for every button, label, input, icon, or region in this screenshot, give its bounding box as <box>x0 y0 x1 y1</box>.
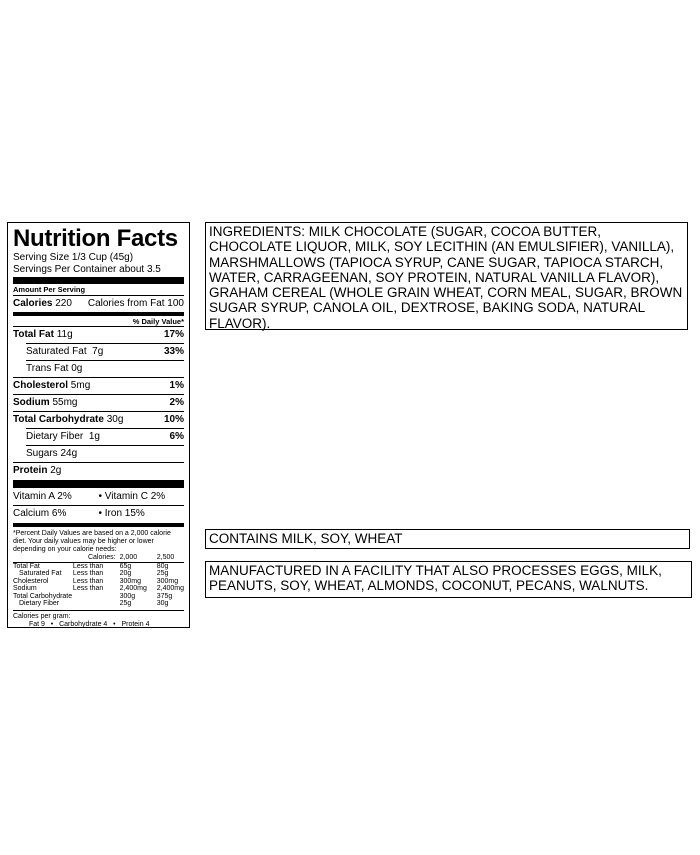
table-cell: 20g <box>119 570 132 577</box>
calories-row <box>13 296 184 311</box>
medium-divider <box>13 312 184 316</box>
table-row <box>13 600 184 608</box>
facility-warning-box: MANUFACTURED IN A FACILITY THAT ALSO PROCESSES EGGS, MILK, PEANUTS, SOY, WHEAT, ALMONDS, COCONUT, PECANS, WALNUTS. <box>205 561 692 598</box>
table-cell: 300g <box>119 592 136 600</box>
nutrient-row-total-fat <box>13 327 184 343</box>
table-cell: 300mg <box>156 577 179 585</box>
medium-divider <box>13 523 184 527</box>
calories-per-gram-label: Calories per gram: <box>13 612 71 620</box>
nutrient-label: Total Carbohydrate <box>13 414 104 425</box>
nutrient-amount: 55mg <box>52 397 78 408</box>
daily-value-header: % Daily Value* <box>132 317 184 326</box>
calories-from-fat: Calories from Fat 100 <box>87 297 184 309</box>
nutrient-amount: 30g <box>106 414 124 425</box>
daily-value-footnote: *Percent Daily Values are based on a 2,000 calorie diet. Your daily values may be higher or lower depending on your calorie needs: <box>13 530 171 553</box>
nutrient-row-cholesterol <box>13 378 184 394</box>
table-cell <box>73 600 120 608</box>
nutrient-row-saturated-fat <box>13 344 184 360</box>
nutrient-row-total-carbohydrate <box>13 412 184 428</box>
nutrient-row-sugars <box>13 446 184 462</box>
nutrient-pct: 1% <box>169 380 184 391</box>
nutrient-label: Dietary Fiber <box>26 431 84 442</box>
nutrient-label: Total Fat <box>13 329 54 340</box>
daily-value-header-row <box>13 317 184 326</box>
servings-per-container: Servings Per Container about 3.5 <box>13 264 161 275</box>
table-cell: 25g <box>156 570 169 577</box>
daily-value-table <box>13 554 184 608</box>
table-cell: Dietary Fiber <box>19 600 60 607</box>
nutrient-pct: 17% <box>163 329 184 340</box>
nutrient-amount: 1g <box>88 431 100 442</box>
nutrient-amount: 5mg <box>70 380 91 391</box>
nutrient-label: Protein <box>13 465 48 476</box>
nutrient-pct: 2% <box>169 397 184 408</box>
table-header-row <box>13 554 184 562</box>
calories-per-gram: Fat 9 • Carbohydrate 4 • Protein 4 <box>29 620 150 628</box>
table-row <box>13 585 184 593</box>
table-cell: Total Fat <box>13 562 40 570</box>
thick-divider <box>13 480 184 488</box>
table-row <box>13 570 184 578</box>
allergen-contains-box: CONTAINS MILK, SOY, WHEAT <box>205 529 690 549</box>
table-cell: 25g <box>119 600 132 607</box>
table-cell: Less than <box>72 570 104 577</box>
nutrient-row-sodium <box>13 395 184 411</box>
table-cell: 2,400mg <box>156 585 184 592</box>
nutrient-row-protein <box>13 463 184 479</box>
table-cell: 375g <box>156 592 173 600</box>
amount-per-serving: Amount Per Serving <box>13 285 86 294</box>
nutrient-amount: 2g <box>50 465 62 476</box>
nutrient-label: Sodium <box>13 397 50 408</box>
table-cell: Less than <box>72 585 104 592</box>
table-row <box>13 563 184 571</box>
vitamin-row <box>13 506 184 522</box>
nutrient-amount: 24g <box>60 448 78 459</box>
nutrient-pct: 10% <box>163 414 184 425</box>
ingredients-box: INGREDIENTS: MILK CHOCOLATE (SUGAR, COCOA BUTTER, CHOCOLATE LIQUOR, MILK, SOY LECITHIN (AN EMULSIFIER), VANILLA), MARSHMALLOWS (TAPIOCA SYRUP, CANE SUGAR, TAPIOCA STARCH, WATER, CARRAGEENAN, SOY PROTEIN, NATURAL VANILLA FLAVOR), GRAHAM CEREAL (WHOLE GRAIN WHEAT, CORN MEAL, SUGAR, BROWN SUGAR SYRUP, CANOLA OIL, DEXTROSE, BAKING SODA, NATURAL FLAVOR). <box>205 222 688 330</box>
vitamin-a: Vitamin A 2% <box>13 491 72 502</box>
calcium: Calcium 6% <box>13 508 67 519</box>
table-cell: Calories: <box>87 554 116 561</box>
serving-size: Serving Size 1/3 Cup (45g) <box>13 252 134 263</box>
table-cell: 80g <box>156 562 169 570</box>
nutrient-row-trans-fat <box>13 361 184 377</box>
table-cell <box>13 554 73 562</box>
nutrition-facts-title: Nutrition Facts <box>13 225 178 252</box>
table-cell: Less than <box>72 562 104 570</box>
table-row <box>13 578 184 586</box>
table-cell: 30g <box>156 600 169 607</box>
nutrient-label: Sugars <box>26 448 58 459</box>
nutrient-label: Cholesterol <box>13 380 69 391</box>
nutrient-row-dietary-fiber <box>13 429 184 445</box>
nutrient-label: Trans Fat <box>26 363 69 374</box>
nutrient-pct: 6% <box>169 431 184 442</box>
table-row <box>13 593 184 601</box>
calories-label: Calories <box>13 297 53 309</box>
table-cell: Total Carbohydrate <box>13 592 73 600</box>
table-cell: 2,500 <box>156 554 175 561</box>
calories-value: 220 <box>55 297 72 309</box>
nutrient-amount: 0g <box>71 363 83 374</box>
nutrient-label: Saturated Fat <box>26 346 87 357</box>
nutrition-facts-panel <box>7 222 190 628</box>
nutrient-amount: 7g <box>92 346 104 357</box>
nutrient-pct: 33% <box>163 346 184 357</box>
nutrient-amount: 11g <box>56 329 73 340</box>
table-cell: 2,000 <box>119 554 138 561</box>
table-cell: Less than <box>72 577 104 585</box>
table-cell: 300mg <box>119 577 141 585</box>
table-cell: Sodium <box>13 585 37 592</box>
table-cell: 65g <box>119 562 132 570</box>
table-cell: Saturated Fat <box>19 570 62 577</box>
vitamin-row <box>13 489 184 505</box>
vitamin-c: • Vitamin C 2% <box>98 491 166 502</box>
table-cell: 2,400mg <box>119 585 147 592</box>
table-cell <box>73 593 120 601</box>
table-cell: Cholesterol <box>13 577 49 585</box>
iron: • Iron 15% <box>98 508 145 519</box>
thick-divider <box>13 277 184 284</box>
